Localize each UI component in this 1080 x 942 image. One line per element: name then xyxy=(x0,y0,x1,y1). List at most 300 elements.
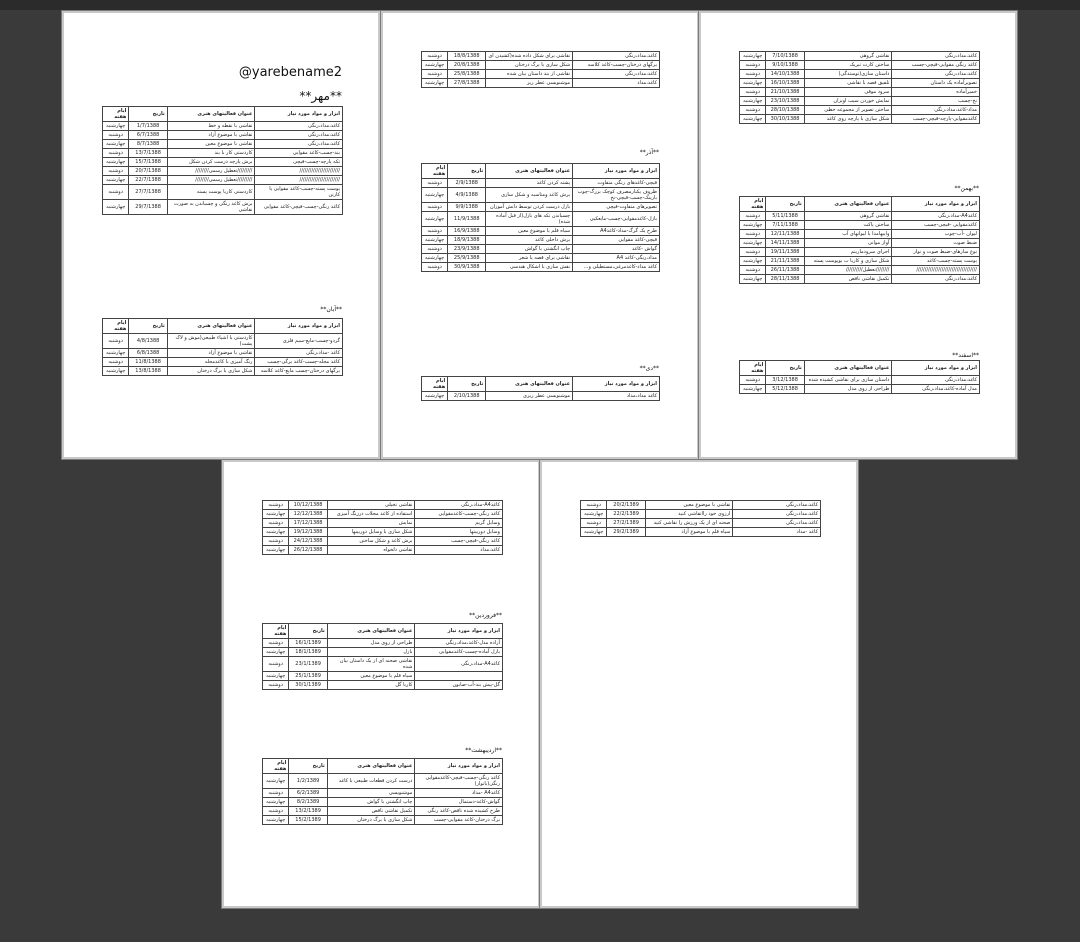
table-row xyxy=(263,789,503,798)
table-row xyxy=(263,807,503,816)
viewer-toolbar xyxy=(0,0,1080,10)
cell-title: /////////تعطیل رسمی//////// xyxy=(167,176,255,185)
column-header-tools: ابزار و مواد مورد نیاز xyxy=(892,361,980,376)
cell-date: 15/2/1389 xyxy=(289,816,327,825)
table-row xyxy=(422,70,660,79)
table-row xyxy=(740,70,980,79)
cell-date: 19/11/1388 xyxy=(766,248,804,257)
table-row xyxy=(740,266,980,275)
cell-title: نقاشی دلخواه xyxy=(327,546,415,555)
cell-date: 29/2/1389 xyxy=(607,528,645,537)
cell-date: 28/10/1388 xyxy=(766,106,804,115)
cell-tools: لیوان -آب-چوب xyxy=(892,230,980,239)
cell-tools: بند-چسب-کاغذ مقوایی xyxy=(255,149,343,158)
table-row xyxy=(581,519,821,528)
cell-day: چهارشنبه xyxy=(422,236,448,245)
cell-date: 20/8/1388 xyxy=(448,61,486,70)
cell-date: 26/11/1388 xyxy=(766,266,804,275)
cell-day: چهارشنبه xyxy=(422,212,448,227)
cell-day: چهارشنبه xyxy=(263,546,289,555)
cell-title: بازل درست کردن توسط دانش آموزان xyxy=(486,203,573,212)
cell-date: 25/1/1389 xyxy=(289,672,327,681)
document-page xyxy=(383,13,697,457)
table-row xyxy=(263,657,503,672)
document-page xyxy=(701,13,1015,457)
column-header-date: تاریخ xyxy=(448,377,486,392)
cell-date: 1/7/1388 xyxy=(129,122,167,131)
cell-title: موشنویسی xyxy=(327,789,415,798)
cell-tools: طرح یک گرگ-مداد-کاغذA4 xyxy=(573,227,660,236)
cell-day: دوشنبه xyxy=(740,61,766,70)
cell-day: چهارشنبه xyxy=(581,528,607,537)
table-row xyxy=(581,510,821,519)
cell-title: نقاشی از بند داستان بیان شده xyxy=(486,70,573,79)
cell-day: چهارشنبه xyxy=(263,528,289,537)
table-row xyxy=(263,774,503,789)
cell-title: طراحی از روی مدل xyxy=(327,639,415,648)
cell-title: موشنویسی عطر ریزی xyxy=(486,392,573,401)
cell-tools: کاغذ،مداد،رنگی xyxy=(255,122,343,131)
table-row xyxy=(422,392,660,401)
cell-date: 7/10/1388 xyxy=(766,52,804,61)
cell-title: برش کاغذ رنگی و چسباندن به صورت نقاشی xyxy=(167,200,255,215)
cell-day: دوشنبه xyxy=(103,149,129,158)
cell-date: 30/1/1389 xyxy=(289,681,327,690)
cell-tools: ظروف یکبارمصرف کوچک بزرگ-چوب بارینک-چسب-قیچی-نخ xyxy=(573,188,660,203)
cell-day: چهارشنبه xyxy=(103,158,129,167)
cell-tools: کاغذA4-مداد،رنگی xyxy=(415,657,503,672)
cell-date: 11/9/1388 xyxy=(448,212,486,227)
cell-day: چهارشنبه xyxy=(263,798,289,807)
cell-tools: کاغذ،مداد،رنگی xyxy=(573,52,660,61)
table-header-row xyxy=(422,164,660,179)
cell-tools: کاغذ مداد-کاغذمرغی،مستطیلی و... xyxy=(573,263,660,272)
cell-date: 23/10/1388 xyxy=(766,97,804,106)
table-row xyxy=(422,212,660,227)
cell-tools: تصویرهای متفاوت-قیچی xyxy=(573,203,660,212)
table-row xyxy=(422,227,660,236)
cell-day: چهارشنبه xyxy=(740,79,766,88)
cell-title: شکل سازی با وسایل دوربینها xyxy=(327,528,415,537)
cell-tools: مداد-کاغذ،مداد،رنگی xyxy=(892,106,980,115)
cell-day: دوشنبه xyxy=(740,212,766,221)
cell-title: تلفیق قصه با نقاشی xyxy=(804,79,892,88)
cell-day: دوشنبه xyxy=(581,501,607,510)
cell-tools: قیچی-کاغذ مقوایی xyxy=(573,236,660,245)
cell-day: دوشنبه xyxy=(740,106,766,115)
column-header-title: عنوان فعالیتهای هنری xyxy=(804,197,892,212)
cell-title: نقاشی با موضوع آزاد xyxy=(167,349,255,358)
cell-date: 27/7/1388 xyxy=(129,185,167,200)
cell-title: شکل سازی با برگ درختان xyxy=(167,367,255,376)
cell-title: شکل سازی با برگ درختان xyxy=(327,816,415,825)
column-header-day: ایام هفته xyxy=(103,107,129,122)
schedule-table xyxy=(421,376,660,401)
cell-tools: کاغذ،مداد،رنگی xyxy=(733,510,821,519)
cell-title: سیاه قلم با موضوع معین xyxy=(486,227,573,236)
cell-day: دوشنبه xyxy=(422,179,448,188)
schedule-table xyxy=(421,51,660,88)
cell-date: 8/7/1388 xyxy=(129,140,167,149)
table-row xyxy=(103,167,343,176)
table-header-row xyxy=(103,107,343,122)
cell-date: 28/11/1388 xyxy=(766,275,804,284)
cell-title: تکمیل نقاشی ناقص xyxy=(804,275,892,284)
cell-tools: برگهای درختان-چسب-کاغذ کلاسه xyxy=(573,61,660,70)
cell-date: 22/2/1389 xyxy=(607,510,645,519)
month-heading: **آذر** xyxy=(639,149,659,156)
cell-day: دوشنبه xyxy=(263,657,289,672)
cell-tools: کاغذ مداد،مداد xyxy=(573,392,660,401)
cell-tools: کاغذ،مداد xyxy=(573,79,660,88)
document-page xyxy=(64,13,378,457)
column-header-day: ایام هفته xyxy=(740,361,766,376)
cell-date: 12/12/1388 xyxy=(289,510,327,519)
cell-day: دوشنبه xyxy=(740,70,766,79)
cell-day: دوشنبه xyxy=(103,334,129,349)
cell-title: کاردستی با اشیاء طبیعی(موش و لاک پشت) xyxy=(167,334,255,349)
column-header-day: ایام هفته xyxy=(740,197,766,212)
cell-tools: نخ-چسب xyxy=(892,97,980,106)
cell-date: 2/9/1388 xyxy=(448,179,486,188)
cell-tools: //////////////////////////////////// xyxy=(892,266,980,275)
cell-date: 21/10/1388 xyxy=(766,88,804,97)
cell-title: کاردستی کاربا پوست پسته xyxy=(167,185,255,200)
cell-title: چاپ انگشتی با گواش xyxy=(486,245,573,254)
cell-day: دوشنبه xyxy=(740,376,766,385)
table-header-row xyxy=(740,197,980,212)
month-heading: **اردیبهشت** xyxy=(465,747,502,754)
cell-day: دوشنبه xyxy=(263,789,289,798)
cell-title: نقاشی برای شکل داده شده(کشیدن ای xyxy=(486,52,573,61)
cell-tools: کاغذ رنگی مقوایی-قیچی-چسب xyxy=(892,61,980,70)
cell-tools: نوع سازهای-ضبط صوت و نوار xyxy=(892,248,980,257)
cell-date: 26/12/1388 xyxy=(289,546,327,555)
cell-title: داستان سازی برای نقاشی کشیده شده xyxy=(804,376,892,385)
table-row xyxy=(740,275,980,284)
schedule-table xyxy=(102,318,343,376)
table-row xyxy=(103,158,343,167)
table-row xyxy=(581,501,821,510)
table-row xyxy=(740,376,980,385)
table-row xyxy=(740,97,980,106)
cell-day: چهارشنبه xyxy=(103,367,129,376)
cell-date: 16/9/1388 xyxy=(448,227,486,236)
cell-day: دوشنبه xyxy=(103,167,129,176)
cell-tools: کاغذ،مداد،رنگی xyxy=(892,52,980,61)
cell-day: چهارشنبه xyxy=(263,648,289,657)
cell-day: چهارشنبه xyxy=(263,816,289,825)
cell-date: 9/10/1388 xyxy=(766,61,804,70)
table-row xyxy=(263,546,503,555)
table-row xyxy=(422,203,660,212)
table-row xyxy=(103,349,343,358)
cell-tools: //////////////////////// xyxy=(255,167,343,176)
cell-title: شکل سازی و کاربا ب بوپوست پسته xyxy=(804,257,892,266)
cell-day: چهارشنبه xyxy=(422,392,448,401)
column-header-date: تاریخ xyxy=(766,197,804,212)
cell-day: چهارشنبه xyxy=(263,510,289,519)
cell-title: برش کاغذ و شکل ساختن xyxy=(327,537,415,546)
column-header-date: تاریخ xyxy=(766,361,804,376)
cell-tools: آزاده مدل-کاغذ،مداد،رنگی xyxy=(415,639,503,648)
cell-day: دوشنبه xyxy=(263,519,289,528)
table-row xyxy=(263,639,503,648)
table-row xyxy=(422,236,660,245)
column-header-title: عنوان فعالیتهای هنری xyxy=(167,107,255,122)
cell-title: کاربا گل xyxy=(327,681,415,690)
cell-date: 18/1/1389 xyxy=(289,648,327,657)
cell-tools: کاغذ،مداد،رنگی xyxy=(892,376,980,385)
cell-tools: کاغذ،مداد،رنگی xyxy=(733,519,821,528)
cell-date: 21/11/1388 xyxy=(766,257,804,266)
cell-title: داستان سازی(توستدگی) xyxy=(804,70,892,79)
cell-title: ////////تعطیل////////// xyxy=(804,266,892,275)
cell-date: 6/7/1388 xyxy=(129,131,167,140)
table-header-row xyxy=(740,361,980,376)
table-header-row xyxy=(263,759,503,774)
cell-date: 15/7/1388 xyxy=(129,158,167,167)
table-row xyxy=(740,61,980,70)
cell-tools: کاغذمقوایی-پارچه-قیچی-چسب xyxy=(892,115,980,124)
cell-tools: کاغذ رنگی-چسب-قیچی-کاغذمقوایی رنگی(بانوار) xyxy=(415,774,503,789)
cell-tools: کاغذ،مداد،رنگی xyxy=(892,275,980,284)
cell-title: /////////تعطیل رسمی//////// xyxy=(167,167,255,176)
cell-day: چهارشنبه xyxy=(422,254,448,263)
cell-day: چهارشنبه xyxy=(740,97,766,106)
cell-title: ساختن پاکت xyxy=(804,221,892,230)
table-row xyxy=(103,149,343,158)
cell-day: چهارشنبه xyxy=(740,275,766,284)
cell-day: چهارشنبه xyxy=(740,115,766,124)
cell-title: ساختن تصویر از مجموعه خطی xyxy=(804,106,892,115)
cell-day: دوشنبه xyxy=(263,681,289,690)
cell-tools: کاغذ -مداد،رنگی xyxy=(255,349,343,358)
cell-day: دوشنبه xyxy=(422,245,448,254)
cell-tools: پوست پسته-چسب-کاغذ مقوایی یا کارتن xyxy=(255,185,343,200)
cell-tools: کاغذ،مداد xyxy=(415,546,503,555)
table-row xyxy=(263,519,503,528)
table-row xyxy=(740,106,980,115)
cell-title: آواز موانی xyxy=(804,239,892,248)
table-row xyxy=(422,254,660,263)
month-heading: **مهر** xyxy=(299,89,342,103)
cell-tools: گواش-کاغذ-دستمال xyxy=(415,798,503,807)
cell-title: نقاشی برای قصه یا شعر xyxy=(486,254,573,263)
cell-day: چهارشنبه xyxy=(740,52,766,61)
cell-date: 4/8/1388 xyxy=(129,334,167,349)
table-row xyxy=(740,115,980,124)
cell-date: 9/9/1388 xyxy=(448,203,486,212)
column-header-title: عنوان فعالیتهای هنری xyxy=(486,377,573,392)
cell-tools: کاغذمقوایی -قیچی-چسب xyxy=(892,221,980,230)
cell-tools: طرح کشیده شده ناقص-کاغذ رنگی xyxy=(415,807,503,816)
column-header-tools: ابزار و مواد مورد نیاز xyxy=(255,107,343,122)
schedule-table xyxy=(262,500,503,555)
table-row xyxy=(740,230,980,239)
cell-title: ساختن کارت تبریک xyxy=(804,61,892,70)
cell-tools: کاغذ رنگی-چسب-قیچی-کاغذ مقوایی xyxy=(255,200,343,215)
cell-date: 1/2/1389 xyxy=(289,774,327,789)
cell-tools: تصویرآماده یک داستان xyxy=(892,79,980,88)
cell-tools: کاغذA4-مداد،رنگی xyxy=(415,501,503,510)
schedule-table xyxy=(262,758,503,825)
cell-title: نقاشی با موضوع معین xyxy=(167,140,255,149)
column-header-date: تاریخ xyxy=(448,164,486,179)
cell-date: 23/1/1389 xyxy=(289,657,327,672)
cell-date: 13/8/1388 xyxy=(129,367,167,376)
cell-tools: گردو-چسب-مایع-سیم فلزی xyxy=(255,334,343,349)
cell-tools: بازل-کاغذمقوایی-چسب-مایعکیی xyxy=(573,212,660,227)
cell-title: کاردستی کار با بند xyxy=(167,149,255,158)
column-header-day: ایام هفته xyxy=(422,164,448,179)
cell-tools: تکه پارچه-چسب-قیچی xyxy=(255,158,343,167)
table-row xyxy=(103,140,343,149)
table-row xyxy=(103,358,343,367)
cell-tools: کاغذ رنگی-قیچی-چسب xyxy=(415,537,503,546)
cell-day: چهارشنبه xyxy=(740,385,766,394)
schedule-table xyxy=(739,51,980,124)
cell-date: 10/12/1388 xyxy=(289,501,327,510)
cell-day: دوشنبه xyxy=(103,358,129,367)
cell-title: نمایش خوردن سیب اوبزان xyxy=(804,97,892,106)
table-row xyxy=(422,188,660,203)
cell-date: 13/2/1389 xyxy=(289,807,327,816)
cell-date: 7/11/1388 xyxy=(766,221,804,230)
cell-title: نقش سازی با اشکال هندسی xyxy=(486,263,573,272)
cell-day: چهارشنبه xyxy=(422,61,448,70)
column-header-title: عنوان فعالیتهای هنری xyxy=(327,624,415,639)
column-header-tools: ابزار و مواد مورد نیاز xyxy=(255,319,343,334)
table-row xyxy=(422,179,660,188)
cell-title: شکل سازی با برگ درختان xyxy=(486,61,573,70)
cell-title: استفاده از کاغذ مجلات درزنگ آمیزی xyxy=(327,510,415,519)
cell-title: صحنه ای از یک ورزش را نقاشی کنید xyxy=(645,519,733,528)
cell-day: چهارشنبه xyxy=(263,774,289,789)
cell-date: 16/10/1388 xyxy=(766,79,804,88)
month-heading: **اسفند** xyxy=(952,352,979,359)
column-header-tools: ابزار و مواد مورد نیاز xyxy=(415,759,503,774)
column-header-date: تاریخ xyxy=(289,624,327,639)
table-row xyxy=(263,816,503,825)
table-row xyxy=(103,185,343,200)
cell-tools xyxy=(415,672,503,681)
cell-tools: خمیرآماده xyxy=(892,88,980,97)
column-header-tools: ابزار و مواد مورد نیاز xyxy=(573,164,660,179)
cell-title: نقاشی گروهی xyxy=(804,212,892,221)
cell-day: چهارشنبه xyxy=(103,349,129,358)
cell-day: چهارشنبه xyxy=(740,239,766,248)
cell-day: دوشنبه xyxy=(422,227,448,236)
cell-day: دوشنبه xyxy=(740,266,766,275)
column-header-date: تاریخ xyxy=(129,107,167,122)
cell-day: چهارشنبه xyxy=(103,140,129,149)
cell-day: چهارشنبه xyxy=(103,176,129,185)
column-header-title: عنوان فعالیتهای هنری xyxy=(804,361,892,376)
cell-title: موشنویسی عطر ریز xyxy=(486,79,573,88)
column-header-tools: ابزار و مواد مورد نیاز xyxy=(415,624,503,639)
cell-date: 25/8/1388 xyxy=(448,70,486,79)
cell-tools: برگهای درختان-چسب مایع-کاغذ کلاسه xyxy=(255,367,343,376)
cell-date: 16/1/1389 xyxy=(289,639,327,648)
table-row xyxy=(103,131,343,140)
cell-day: دوشنبه xyxy=(263,537,289,546)
table-row xyxy=(263,528,503,537)
cell-tools: گواش -کاغذ xyxy=(573,245,660,254)
table-row xyxy=(103,367,343,376)
cell-day: دوشنبه xyxy=(103,131,129,140)
cell-date: 12/11/1388 xyxy=(766,230,804,239)
cell-title: بازل xyxy=(327,648,415,657)
cell-day: دوشنبه xyxy=(422,203,448,212)
column-header-tools: ابزار و مواد مورد نیاز xyxy=(892,197,980,212)
table-row xyxy=(740,212,980,221)
cell-date: 5/11/1388 xyxy=(766,212,804,221)
cell-title: نمایش xyxy=(327,519,415,528)
month-heading: **بهمن** xyxy=(954,185,979,192)
cell-date: 30/9/1388 xyxy=(448,263,486,272)
cell-title: نقاشی گروهی xyxy=(804,52,892,61)
cell-date: 5/12/1388 xyxy=(766,385,804,394)
month-heading: **دی** xyxy=(639,365,659,372)
cell-date: 19/12/1388 xyxy=(289,528,327,537)
table-row xyxy=(103,334,343,349)
cell-day: چهارشنبه xyxy=(422,188,448,203)
cell-tools: کاغذ،مداد،رنگی xyxy=(573,70,660,79)
cell-date: 22/7/1388 xyxy=(129,176,167,185)
cell-tools: کاغذ،مداد،رنگی xyxy=(255,140,343,149)
table-row xyxy=(422,245,660,254)
cell-tools: گل-پیش بند-آب-صابون xyxy=(415,681,503,690)
cell-tools: کاغذ،مداد،رنگی xyxy=(892,70,980,79)
cell-title: برش پارچه درست کردن شکل xyxy=(167,158,255,167)
cell-title: نقاشی صحنه ای از یک داستان بیان شده xyxy=(327,657,415,672)
cell-title: سیاه قلم با موضوع آزاد xyxy=(645,528,733,537)
table-row xyxy=(581,528,821,537)
column-header-title: عنوان فعالیتهای هنری xyxy=(167,319,255,334)
column-header-date: تاریخ xyxy=(129,319,167,334)
cell-day: دوشنبه xyxy=(263,807,289,816)
table-header-row xyxy=(263,624,503,639)
table-row xyxy=(263,798,503,807)
schedule-table xyxy=(421,163,660,272)
cell-date: 2/10/1388 xyxy=(448,392,486,401)
cell-tools: ضبط صوت xyxy=(892,239,980,248)
cell-title: نقاشی تخیلی xyxy=(327,501,415,510)
cell-tools: کاغذA4 -مداد xyxy=(415,789,503,798)
table-row xyxy=(103,200,343,215)
cell-day: دوشنبه xyxy=(103,185,129,200)
schedule-table xyxy=(262,623,503,690)
column-header-day: ایام هفته xyxy=(263,759,289,774)
cell-day: چهارشنبه xyxy=(581,510,607,519)
column-header-title: عنوان فعالیتهای هنری xyxy=(486,164,573,179)
cell-title: پشته کردن کاغذ xyxy=(486,179,573,188)
table-row xyxy=(263,672,503,681)
column-header-day: ایام هفته xyxy=(103,319,129,334)
table-row xyxy=(103,176,343,185)
cell-date: 24/12/1388 xyxy=(289,537,327,546)
table-row xyxy=(263,510,503,519)
author-handle: @yarebename2 xyxy=(238,65,342,80)
month-heading: **فروردین** xyxy=(469,612,502,619)
cell-title: درست کردن قطعات طبیعی با کاغذ xyxy=(327,774,415,789)
cell-date: 6/8/1388 xyxy=(129,349,167,358)
cell-date: 11/8/1388 xyxy=(129,358,167,367)
column-header-date: تاریخ xyxy=(289,759,327,774)
table-row xyxy=(740,257,980,266)
cell-title: رنگ آمیزی با کاغذمجله xyxy=(167,358,255,367)
